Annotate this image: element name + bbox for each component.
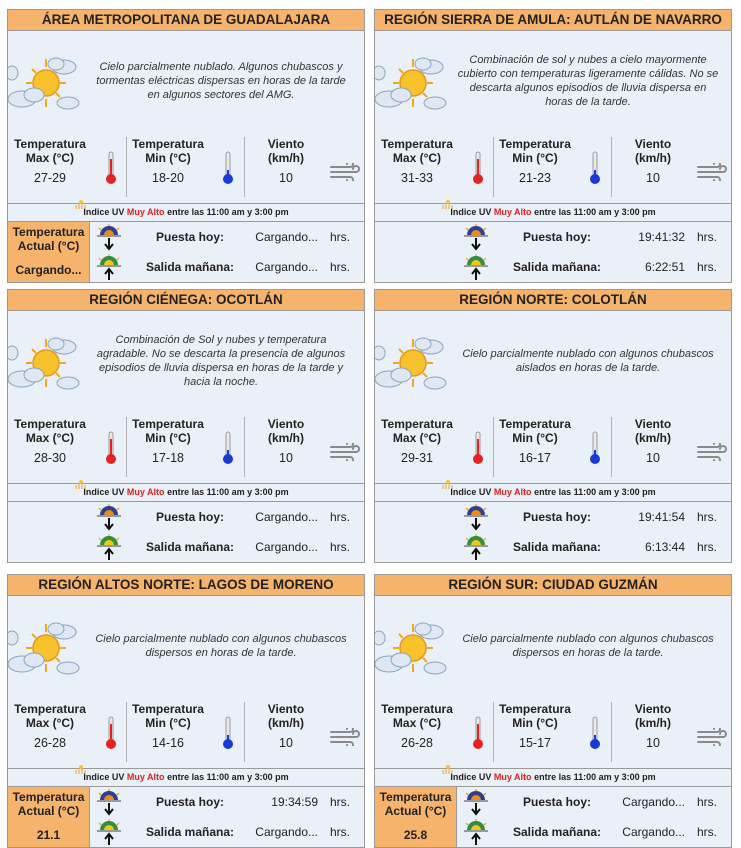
uv-sun-icon (441, 200, 455, 210)
uv-label: Indice UV (450, 487, 492, 497)
forecast-section (8, 596, 364, 696)
sunrise-row (8, 532, 364, 562)
max-temp-label-2: Max (°C) (392, 151, 442, 165)
max-temp-label-1: Temperatura (14, 137, 86, 151)
hrs-unit: hrs. (330, 260, 351, 274)
thermometer-cold-icon (223, 431, 233, 465)
current-temp-value: 21.1 (36, 828, 61, 842)
current-temp-value: Cargando... (15, 263, 82, 277)
hrs-unit: hrs. (330, 825, 351, 839)
sunrise-label: Salida mañana: (512, 260, 602, 274)
forecast-text: Cielo parcialmente nublado con algunos chubascos aislados en horas de la tarde. (462, 348, 714, 374)
uv-sun-icon (74, 200, 88, 210)
current-temp-label-2: Actual (°C) (384, 804, 447, 818)
partly-cloudy-rain-icon (375, 333, 447, 395)
sunset-icon (94, 503, 124, 531)
region-card (374, 9, 732, 283)
wind-label-1: Viento (634, 137, 672, 151)
wind-value: 10 (646, 736, 660, 750)
wind (611, 417, 695, 479)
sunrise-time: 6:22:51 (644, 260, 685, 274)
wind-label-2: (km/h) (635, 431, 671, 445)
uv-label: Indice UV (450, 772, 492, 782)
min-temp-value: 21-23 (519, 171, 551, 185)
sunset-label: Puesta hoy: (522, 510, 591, 524)
hrs-unit: hrs. (330, 230, 351, 244)
uv-index-bar (375, 769, 731, 787)
hrs-unit: hrs. (330, 795, 351, 809)
min-temp (126, 417, 210, 479)
wind-icon (330, 443, 360, 461)
region-title: REGIÓN NORTE: COLOTLÁN (375, 290, 731, 311)
uv-sun-icon (74, 480, 88, 490)
uv-label: Indice UV (450, 207, 492, 217)
max-temp (8, 702, 92, 764)
sunset-icon (461, 503, 491, 531)
wind-label-2: (km/h) (635, 151, 671, 165)
sunset-row (8, 502, 364, 532)
sunset-row (8, 222, 364, 252)
max-temp-label-1: Temperatura (381, 417, 453, 431)
min-temp (493, 137, 577, 199)
min-temp-label-1: Temperatura (499, 417, 571, 431)
sunset-time: 19:41:32 (638, 230, 685, 244)
thermometer-hot-icon (106, 716, 116, 750)
sunset-time: Cargando... (255, 510, 318, 524)
sunrise-row (375, 532, 731, 562)
sun-times (8, 222, 364, 282)
min-temp (493, 417, 577, 479)
sunrise-icon (461, 533, 491, 561)
hrs-unit: hrs. (697, 540, 718, 554)
max-temp-label-1: Temperatura (381, 702, 453, 716)
uv-time: entre las 11:00 am y 3:00 pm (167, 207, 289, 217)
uv-level: Muy Alto (493, 207, 532, 217)
wind-label-2: (km/h) (268, 716, 304, 730)
thermometer-cold-icon (590, 716, 600, 750)
sunset-icon (94, 788, 124, 816)
thermometer-hot-icon (473, 716, 483, 750)
forecast-text: Cielo parcialmente nublado con algunos chubascos dispersos en horas de la tarde. (462, 633, 714, 659)
current-temp-value: 25.8 (403, 828, 428, 842)
sunrise-time: Cargando... (255, 260, 318, 274)
max-temp-label-2: Max (°C) (392, 431, 442, 445)
uv-level: Muy Alto (126, 487, 165, 497)
max-temp (375, 702, 459, 764)
uv-level: Muy Alto (126, 772, 165, 782)
hrs-unit: hrs. (697, 825, 718, 839)
forecast-section (8, 311, 364, 411)
min-temp-label-2: Min (°C) (512, 716, 558, 730)
min-temp-label-1: Temperatura (499, 702, 571, 716)
hrs-unit: hrs. (330, 510, 351, 524)
min-temp-label-2: Min (°C) (145, 431, 191, 445)
wind-label-1: Viento (267, 702, 305, 716)
sunrise-time: Cargando... (622, 825, 685, 839)
wind-label-1: Viento (634, 417, 672, 431)
max-temp-label-2: Max (°C) (25, 151, 75, 165)
wind-value: 10 (279, 736, 293, 750)
wind-label-1: Viento (267, 137, 305, 151)
sunrise-row (375, 817, 731, 847)
sunset-icon (461, 223, 491, 251)
temperature-stats (375, 696, 731, 769)
uv-time: entre las 11:00 am y 3:00 pm (167, 487, 289, 497)
min-temp-label-1: Temperatura (499, 137, 571, 151)
min-temp-value: 16-17 (519, 451, 551, 465)
forecast-text: Combinación de Sol y nubes y temperatura agradable. No se descarta la presencia de algunos episodios de lluvia dispersa en horas de la tarde y hacia la noche. (96, 334, 346, 388)
sunrise-label: Salida mañana: (512, 540, 602, 554)
sunset-time: Cargando... (622, 795, 685, 809)
sunrise-row (8, 252, 364, 282)
sunset-row (375, 787, 731, 817)
sunrise-icon (94, 818, 124, 846)
uv-sun-icon (74, 765, 88, 775)
max-temp-value: 26-28 (34, 736, 66, 750)
uv-level: Muy Alto (493, 772, 532, 782)
max-temp-value: 29-31 (401, 451, 433, 465)
forecast-section (8, 31, 364, 131)
max-temp-value: 26-28 (401, 736, 433, 750)
max-temp-label-1: Temperatura (381, 137, 453, 151)
wind-label-1: Viento (267, 417, 305, 431)
uv-sun-icon (441, 480, 455, 490)
temperature-stats (375, 131, 731, 204)
min-temp-label-2: Min (°C) (145, 716, 191, 730)
hrs-unit: hrs. (697, 260, 718, 274)
wind-label-1: Viento (634, 702, 672, 716)
region-card (374, 289, 732, 563)
sun-times (8, 502, 364, 562)
current-temp-label-1: Temperatura (12, 790, 85, 804)
forecast-text: Combinación de sol y nubes a cielo mayormente cubierto con temperaturas ligeramente cálidas. No se descarta algunos episodios de lluvia dispersa en horas de la tarde. (457, 54, 719, 108)
region-title: REGIÓN ALTOS NORTE: LAGOS DE MORENO (8, 575, 364, 596)
uv-time: entre las 11:00 am y 3:00 pm (534, 207, 656, 217)
sunset-label: Puesta hoy: (155, 795, 224, 809)
max-temp (375, 417, 459, 479)
sunrise-time: Cargando... (255, 825, 318, 839)
min-temp-label-2: Min (°C) (145, 151, 191, 165)
wind (244, 137, 328, 199)
sunrise-icon (94, 533, 124, 561)
max-temp-label-1: Temperatura (14, 417, 86, 431)
wind-icon (697, 728, 727, 746)
temperature-stats (8, 131, 364, 204)
uv-index-bar (375, 484, 731, 502)
sunrise-label: Salida mañana: (145, 825, 235, 839)
sun-times (375, 787, 731, 847)
forecast-section (375, 31, 731, 131)
sunset-label: Puesta hoy: (155, 510, 224, 524)
wind-icon (697, 443, 727, 461)
max-temp (375, 137, 459, 199)
forecast-text: Cielo parcialmente nublado. Algunos chubascos y tormentas eléctricas dispersas en horas de la tarde en algunos sectores del AMG. (96, 61, 346, 101)
region-card (374, 574, 732, 848)
sunset-time: Cargando... (255, 230, 318, 244)
partly-cloudy-rain-icon (375, 618, 447, 680)
thermometer-cold-icon (223, 151, 233, 185)
region-card (7, 289, 365, 563)
uv-level: Muy Alto (126, 207, 165, 217)
uv-index-bar (8, 204, 364, 222)
min-temp-label-2: Min (°C) (512, 431, 558, 445)
sunrise-row (375, 252, 731, 282)
max-temp-value: 27-29 (34, 171, 66, 185)
min-temp-label-1: Temperatura (132, 417, 204, 431)
wind-icon (330, 728, 360, 746)
sun-times (375, 222, 731, 282)
wind-value: 10 (279, 171, 293, 185)
sunset-row (375, 222, 731, 252)
max-temp-label-1: Temperatura (14, 702, 86, 716)
wind-value: 10 (646, 171, 660, 185)
wind-value: 10 (279, 451, 293, 465)
region-title: REGIÓN CIÉNEGA: OCOTLÁN (8, 290, 364, 311)
wind-label-2: (km/h) (268, 151, 304, 165)
forecast-section (375, 311, 731, 411)
min-temp (126, 702, 210, 764)
hrs-unit: hrs. (697, 795, 718, 809)
sunset-label: Puesta hoy: (522, 230, 591, 244)
sunset-label: Puesta hoy: (522, 795, 591, 809)
forecast-text: Cielo parcialmente nublado con algunos chubascos dispersos en horas de la tarde. (95, 633, 347, 659)
temperature-stats (8, 411, 364, 484)
sunset-row (375, 502, 731, 532)
max-temp (8, 137, 92, 199)
max-temp (8, 417, 92, 479)
uv-label: Indice UV (83, 207, 125, 217)
uv-index-bar (8, 484, 364, 502)
min-temp (493, 702, 577, 764)
sunrise-time: 6:13:44 (644, 540, 685, 554)
partly-cloudy-rain-icon (8, 618, 80, 680)
sunset-time: 19:34:59 (271, 795, 318, 809)
partly-cloudy-rain-icon (8, 53, 80, 115)
sunset-icon (461, 788, 491, 816)
uv-time: entre las 11:00 am y 3:00 pm (534, 772, 656, 782)
max-temp-label-2: Max (°C) (392, 716, 442, 730)
sunrise-label: Salida mañana: (145, 540, 235, 554)
min-temp-value: 15-17 (519, 736, 551, 750)
uv-index-bar (8, 769, 364, 787)
max-temp-value: 28-30 (34, 451, 66, 465)
thermometer-hot-icon (106, 431, 116, 465)
min-temp (126, 137, 210, 199)
sunset-time: 19:41:54 (638, 510, 685, 524)
uv-label: Indice UV (83, 487, 125, 497)
forecast-section (375, 596, 731, 696)
uv-time: entre las 11:00 am y 3:00 pm (167, 772, 289, 782)
min-temp-label-1: Temperatura (132, 137, 204, 151)
thermometer-cold-icon (590, 431, 600, 465)
current-temp-label-1: Temperatura (12, 225, 85, 239)
wind-label-2: (km/h) (268, 431, 304, 445)
uv-level: Muy Alto (493, 487, 532, 497)
wind-value: 10 (646, 451, 660, 465)
uv-sun-icon (441, 765, 455, 775)
min-temp-value: 17-18 (152, 451, 184, 465)
current-temp-label-1: Temperatura (379, 790, 452, 804)
thermometer-hot-icon (473, 431, 483, 465)
sunset-row (8, 787, 364, 817)
hrs-unit: hrs. (697, 230, 718, 244)
sunrise-icon (461, 253, 491, 281)
sunrise-icon (461, 818, 491, 846)
wind-icon (697, 163, 727, 181)
min-temp-value: 14-16 (152, 736, 184, 750)
region-title: REGIÓN SIERRA DE AMULA: AUTLÁN DE NAVARRO (375, 10, 731, 31)
partly-cloudy-rain-icon (375, 53, 447, 115)
thermometer-hot-icon (473, 151, 483, 185)
thermometer-cold-icon (223, 716, 233, 750)
thermometer-hot-icon (106, 151, 116, 185)
min-temp-label-1: Temperatura (132, 702, 204, 716)
hrs-unit: hrs. (697, 510, 718, 524)
sunset-icon (94, 223, 124, 251)
sunrise-label: Salida mañana: (512, 825, 602, 839)
max-temp-label-2: Max (°C) (25, 431, 75, 445)
wind-icon (330, 163, 360, 181)
sun-times (375, 502, 731, 562)
wind (244, 702, 328, 764)
wind (611, 137, 695, 199)
min-temp-label-2: Min (°C) (512, 151, 558, 165)
uv-label: Indice UV (83, 772, 125, 782)
thermometer-cold-icon (590, 151, 600, 185)
temperature-stats (375, 411, 731, 484)
wind-label-2: (km/h) (635, 716, 671, 730)
sunrise-label: Salida mañana: (145, 260, 235, 274)
uv-time: entre las 11:00 am y 3:00 pm (534, 487, 656, 497)
sun-times (8, 787, 364, 847)
region-card (7, 9, 365, 283)
current-temp-label-2: Actual (°C) (17, 804, 80, 818)
temperature-stats (8, 696, 364, 769)
sunset-label: Puesta hoy: (155, 230, 224, 244)
hrs-unit: hrs. (330, 540, 351, 554)
wind (611, 702, 695, 764)
region-title: ÁREA METROPOLITANA DE GUADALAJARA (8, 10, 364, 31)
current-temp-label-2: Actual (°C) (17, 239, 80, 253)
sunrise-row (8, 817, 364, 847)
sunrise-icon (94, 253, 124, 281)
partly-cloudy-rain-icon (8, 333, 80, 395)
max-temp-value: 31-33 (401, 171, 433, 185)
region-title: REGIÓN SUR: CIUDAD GUZMÁN (375, 575, 731, 596)
min-temp-value: 18-20 (152, 171, 184, 185)
sunrise-time: Cargando... (255, 540, 318, 554)
uv-index-bar (375, 204, 731, 222)
region-card (7, 574, 365, 848)
wind (244, 417, 328, 479)
max-temp-label-2: Max (°C) (25, 716, 75, 730)
